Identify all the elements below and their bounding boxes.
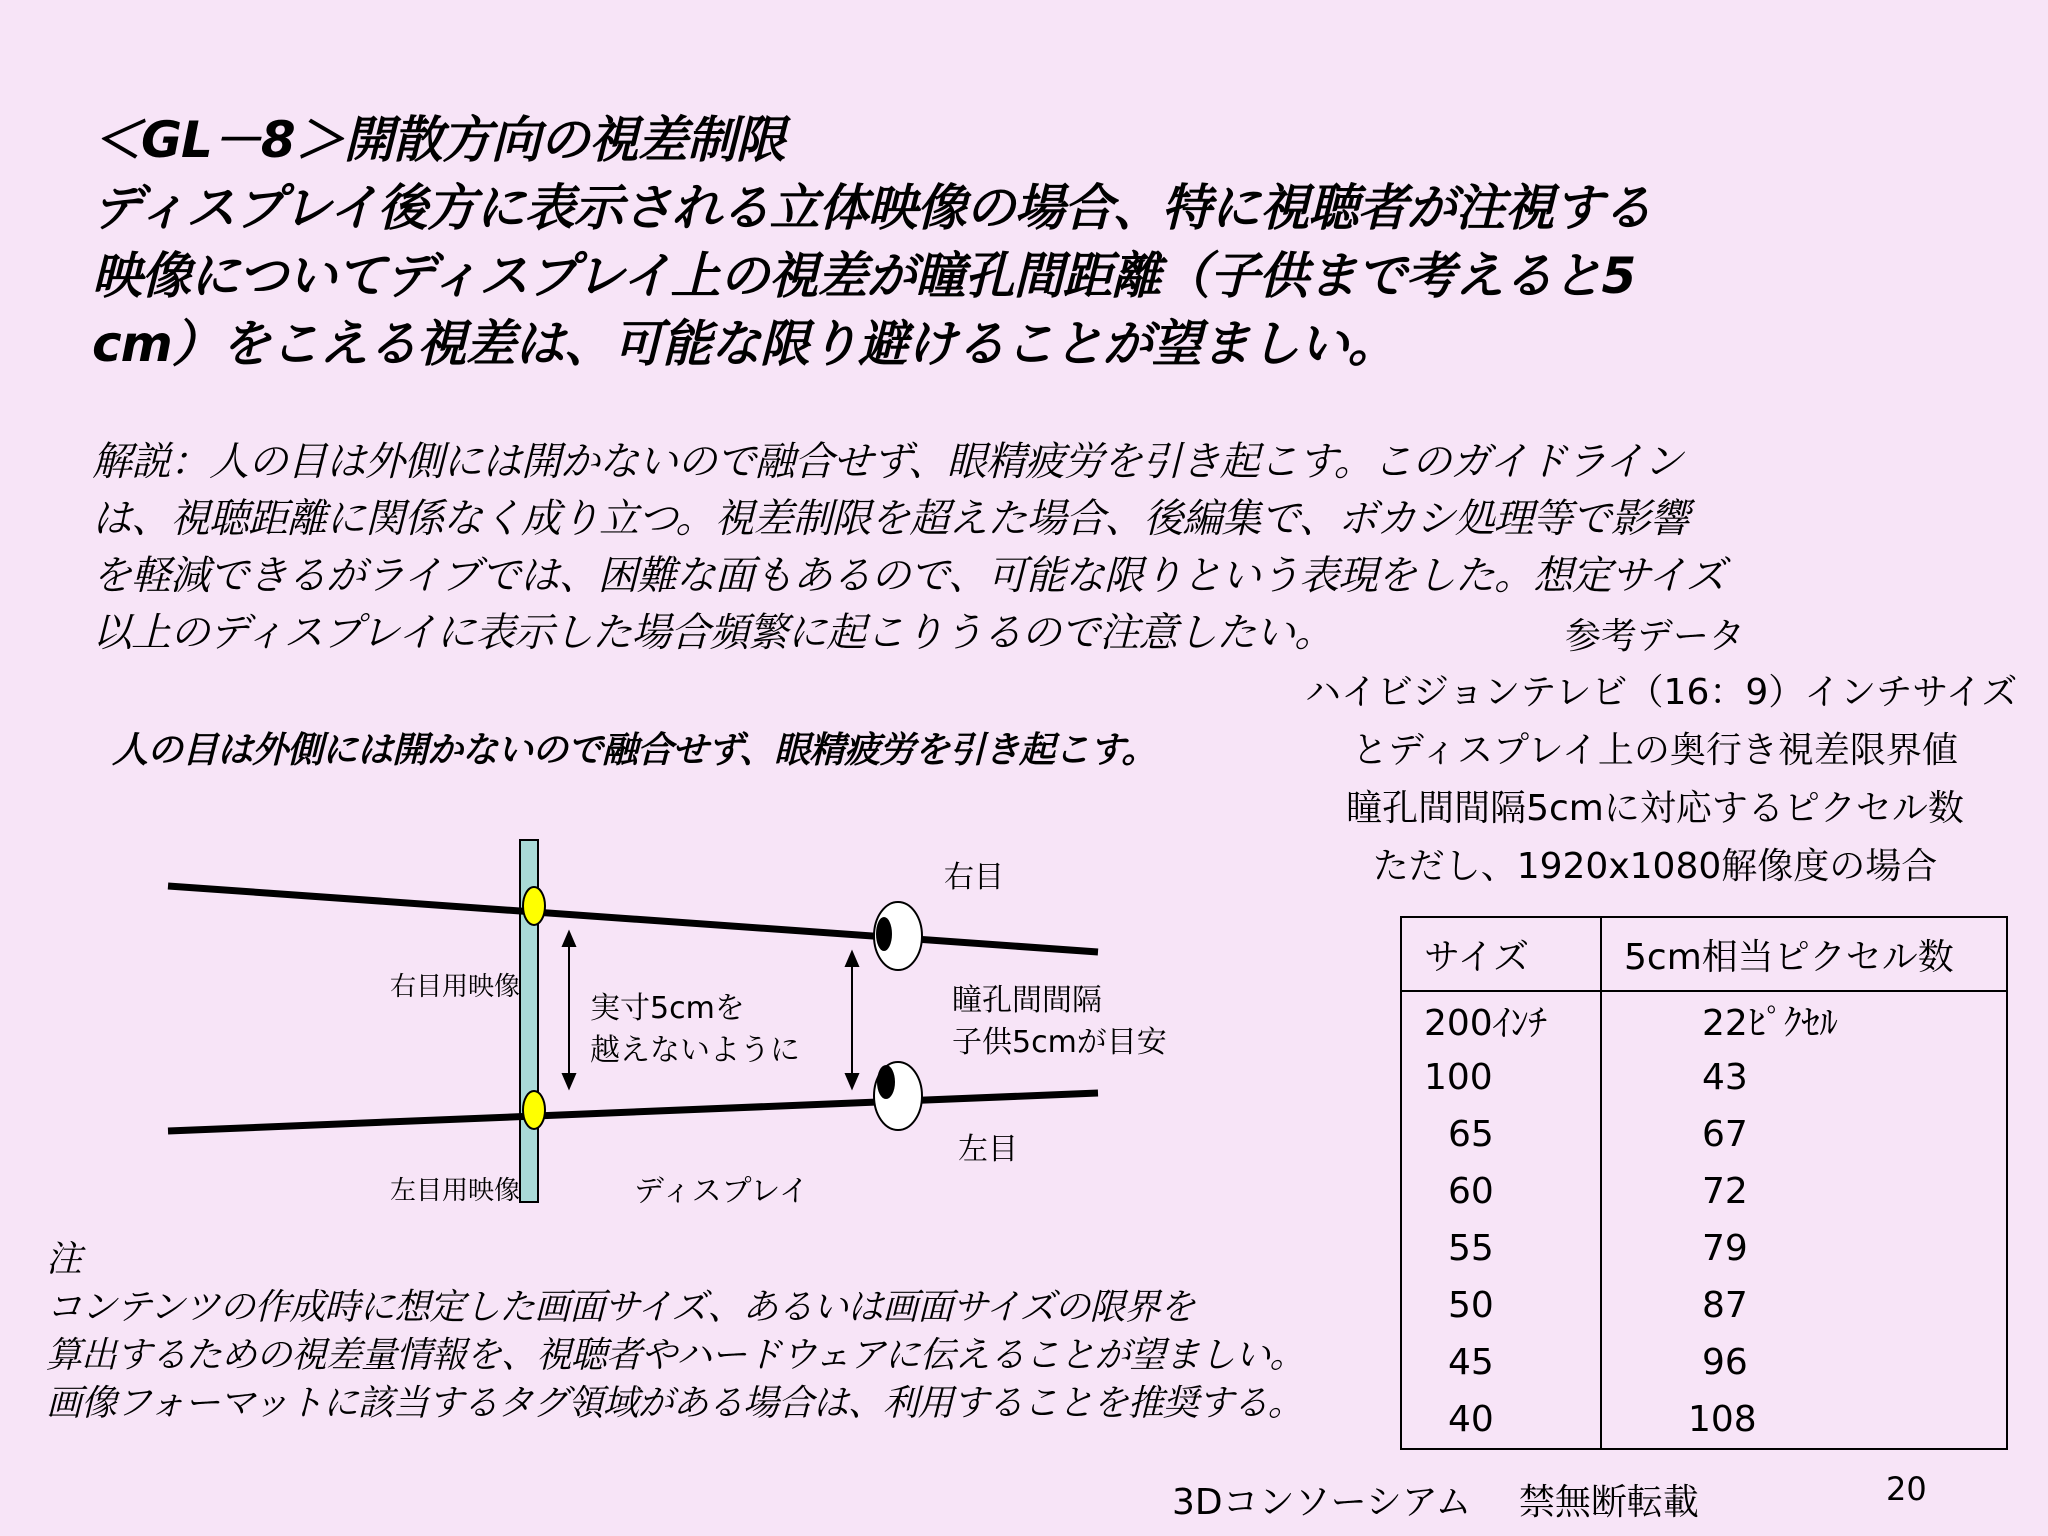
pixel-cell: 108 — [1688, 1399, 1757, 1440]
right-eye-label: 右目 — [944, 860, 1004, 895]
pixel-cell: 96 — [1702, 1342, 1748, 1383]
size-cell: 55 — [1401, 1220, 1601, 1277]
pixel-cell: 22ﾋﾟｸｾﾙ — [1702, 1003, 1838, 1044]
reference-description: ハイビジョンテレビ（16：9）インチサイズ とディスプレイ上の奥行き視差限界値 瞳孔間間隔5cmに対応するピクセル数 ただし、1920x1080解像度の場合 — [1305, 672, 2018, 887]
right-eye-icon — [874, 902, 922, 970]
pixel-limit-table — [1400, 916, 2008, 1450]
table-row — [1401, 1334, 2007, 1391]
table-row — [1401, 1163, 2007, 1220]
note-line: 画像フォーマットに該当するタグ領域がある場合は、利用することを推奨する。 — [46, 1383, 1303, 1424]
title-line: ディスプレイ後方に表示される立体映像の場合、特に視聴者が注視する — [92, 179, 1652, 237]
table-row — [1401, 1220, 2007, 1277]
explanation-line: を軽減できるがライブでは、困難な面もあるので、可能な限りという表現をした。想定サイズ — [92, 553, 1725, 599]
table-header-row — [1401, 917, 2007, 991]
explanation-line: 解説：人の目は外側には開かないので融合せず、眼精疲労を引き起こす。このガイドライン — [92, 439, 1683, 485]
size-cell: 65 — [1401, 1106, 1601, 1163]
note-block — [46, 1236, 1305, 1428]
note-line: 算出するための視差量情報を、視聴者やハードウェアに伝えることが望ましい。 — [46, 1335, 1305, 1376]
size-cell: 200ｲﾝﾁ — [1401, 991, 1601, 1049]
display-label: ディスプレイ — [634, 1174, 809, 1209]
column-header-size: サイズ — [1401, 917, 1601, 991]
pixel-cell: 79 — [1702, 1228, 1748, 1269]
table-row — [1401, 1049, 2007, 1106]
pixel-cell: 72 — [1702, 1171, 1748, 1212]
pupil-label: 瞳孔間間隔 子供5cmが目安 — [952, 983, 1167, 1060]
size-cell: 60 — [1401, 1163, 1601, 1220]
footer-copyright: 3Dコンソーシアム 禁無断転載 — [1172, 1482, 1699, 1523]
table-row — [1401, 991, 2007, 1049]
title-line: ＜GL－8＞開散方向の視差制限 — [92, 111, 785, 169]
limit-arrow — [563, 932, 575, 1088]
pupil-distance-arrow — [846, 952, 858, 1088]
table-row — [1401, 1277, 2007, 1334]
table-row — [1401, 1106, 2007, 1163]
limit-label: 実寸5cmを 越えないように — [590, 991, 800, 1068]
size-cell: 40 — [1401, 1391, 1601, 1449]
size-cell: 45 — [1401, 1334, 1601, 1391]
right-image-label: 右目用映像 — [390, 972, 521, 1002]
column-header-pixels: 5cm相当ピクセル数 — [1601, 917, 2007, 991]
left-image-point — [523, 1091, 545, 1129]
pixel-cell: 67 — [1702, 1114, 1748, 1155]
diagram-caption: 人の目は外側には開かないので融合せず、眼精疲労を引き起こす。 — [112, 730, 1157, 771]
right-image-point — [523, 887, 545, 925]
left-image-label: 左目用映像 — [390, 1176, 521, 1206]
note-heading: 注 — [46, 1239, 82, 1280]
title-line: cm）をこえる視差は、可能な限り避けることが望ましい。 — [92, 315, 1397, 373]
pixel-cell: 43 — [1702, 1057, 1748, 1098]
size-cell: 50 — [1401, 1277, 1601, 1334]
explanation-line: は、視聴距離に関係なく成り立つ。視差制限を超えた場合、後編集で、ボカシ処理等で影響 — [92, 496, 1689, 542]
left-eye-icon — [874, 1062, 922, 1130]
left-eye-label: 左目 — [958, 1132, 1018, 1167]
title-line: 映像についてディスプレイ上の視差が瞳孔間距離（子供まで考えると5 — [92, 247, 1636, 305]
explanation-line: 以上のディスプレイに表示した場合頻繁に起こりうるので注意したい。 — [92, 610, 1334, 656]
reference-heading: 参考データ — [1564, 616, 1745, 657]
note-line: コンテンツの作成時に想定した画面サイズ、あるいは画面サイズの限界を — [46, 1287, 1195, 1328]
pixel-cell: 87 — [1702, 1285, 1748, 1326]
table-row — [1401, 1391, 2007, 1449]
page-number: 20 — [1886, 1470, 1927, 1508]
size-cell: 100 — [1401, 1049, 1601, 1106]
